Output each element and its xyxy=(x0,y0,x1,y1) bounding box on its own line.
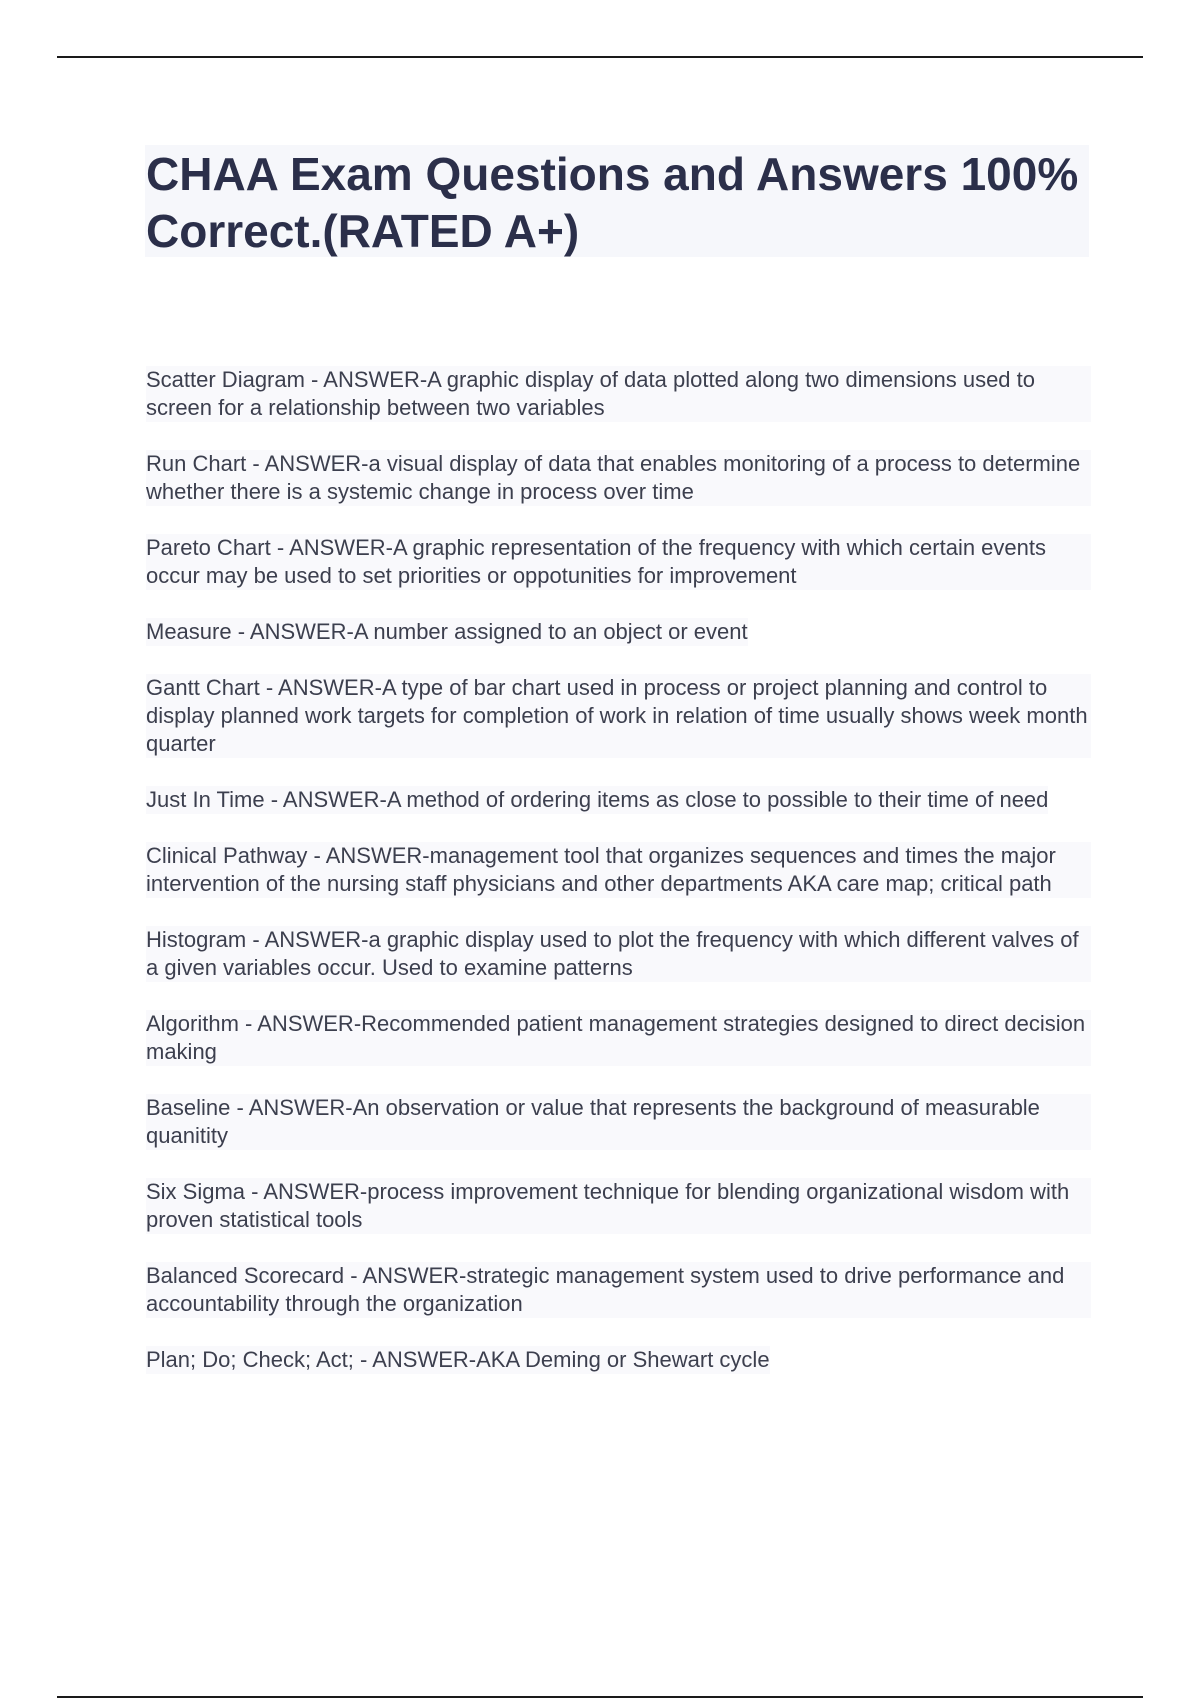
qa-item-balanced-scorecard: Balanced Scorecard - ANSWER-strategic management system used to drive performance and accountability through the organization xyxy=(146,1262,1091,1318)
qa-item-scatter-diagram: Scatter Diagram - ANSWER-A graphic display of data plotted along two dimensions used to screen for a relationship between two variables xyxy=(146,366,1091,422)
qa-item-algorithm: Algorithm - ANSWER-Recommended patient management strategies designed to direct decision making xyxy=(146,1010,1091,1066)
qa-item-clinical-pathway: Clinical Pathway - ANSWER-management tool that organizes sequences and times the major intervention of the nursing staff physicians and other departments AKA care map; critical path xyxy=(146,842,1091,898)
qa-item-pareto-chart: Pareto Chart - ANSWER-A graphic representation of the frequency with which certain events occur may be used to set priorities or oppotunities for improvement xyxy=(146,534,1091,590)
top-rule xyxy=(57,56,1143,58)
qa-item-just-in-time: Just In Time - ANSWER-A method of ordering items as close to possible to their time of need xyxy=(146,787,1049,812)
qa-item-run-chart: Run Chart - ANSWER-a visual display of data that enables monitoring of a process to determine whether there is a systemic change in process over time xyxy=(146,450,1091,506)
qa-item-histogram: Histogram - ANSWER-a graphic display used to plot the frequency with which different valves of a given variables occur. Used to examine patterns xyxy=(146,926,1091,982)
bottom-rule xyxy=(57,1696,1143,1698)
qa-item-baseline: Baseline - ANSWER-An observation or value that represents the background of measurable quanitity xyxy=(146,1094,1091,1150)
qa-item-pdca: Plan; Do; Check; Act; - ANSWER-AKA Deming or Shewart cycle xyxy=(146,1347,770,1372)
qa-list xyxy=(146,366,1091,1402)
page-title: CHAA Exam Questions and Answers 100% Correct.(RATED A+) xyxy=(146,148,1079,257)
qa-item-six-sigma: Six Sigma - ANSWER-process improvement technique for blending organizational wisdom with proven statistical tools xyxy=(146,1178,1091,1234)
qa-item-measure: Measure - ANSWER-A number assigned to an object or event xyxy=(146,619,748,644)
qa-item-gantt-chart: Gantt Chart - ANSWER-A type of bar chart used in process or project planning and control to display planned work targets for completion of work in relation of time usually shows week month quarter xyxy=(146,674,1091,758)
